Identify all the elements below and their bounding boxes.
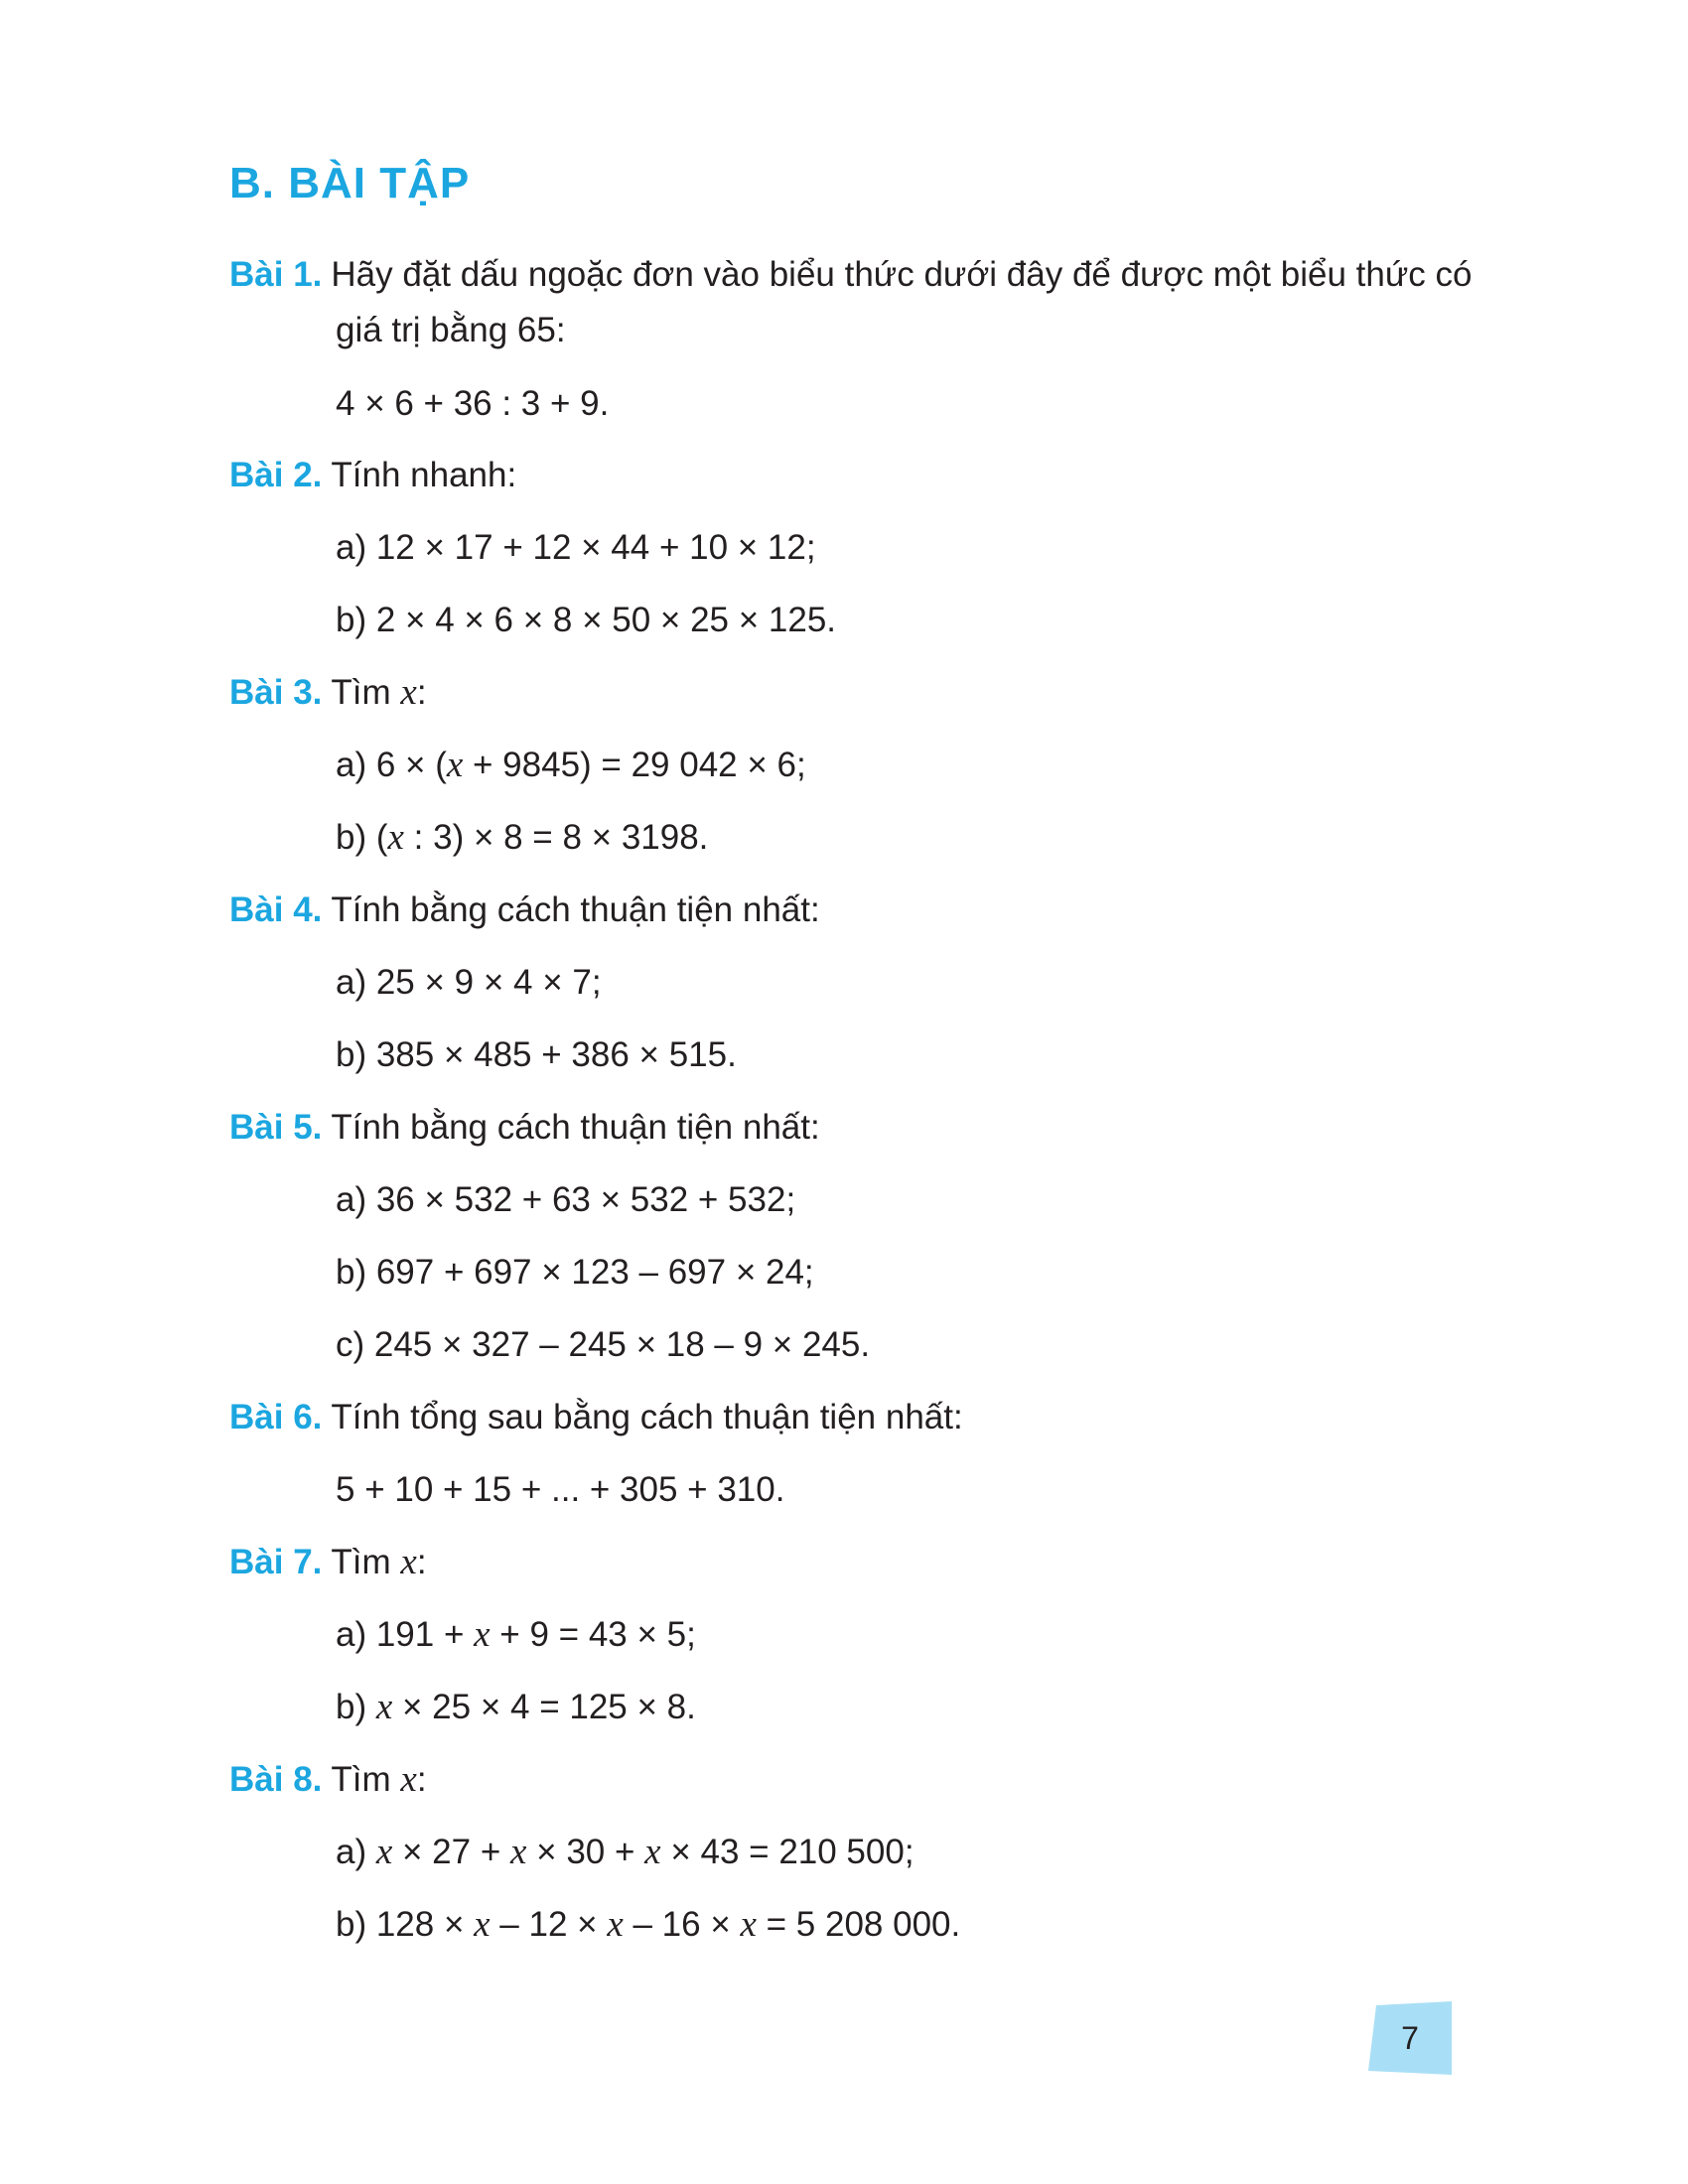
expr-part: = 5 208 000. (756, 1905, 961, 1944)
expr-part: b) 128 × (336, 1905, 475, 1944)
expr-part: a) 6 × ( (336, 746, 447, 784)
expr-part: × 30 + (526, 1833, 645, 1871)
exercise-7-label: Bài 7. (229, 1543, 323, 1581)
variable-x: x (510, 1832, 527, 1872)
exercise-5-prompt: Tính bằng cách thuận tiện nhất: (331, 1108, 820, 1147)
variable-x: x (644, 1832, 661, 1872)
exercise-5-heading (229, 1107, 820, 1149)
exercise-2-item-a: a) 12 × 17 + 12 × 44 + 10 × 12; (336, 528, 816, 567)
exercise-2-item-b: b) 2 × 4 × 6 × 8 × 50 × 25 × 125. (336, 601, 837, 639)
exercise-3-item-a (336, 745, 806, 786)
variable-x: x (740, 1904, 757, 1945)
exercise-5-item-b: b) 697 + 697 × 123 – 697 × 24; (336, 1253, 814, 1292)
exercise-3-prompt: Tìm (331, 673, 391, 712)
colon: : (416, 1760, 427, 1799)
exercise-1-prompt-continuation: giá trị bằng 65: (336, 311, 566, 349)
variable-x: x (400, 672, 417, 713)
expr-part: b) ( (336, 818, 388, 857)
variable-x: x (400, 1542, 417, 1582)
expr-part: – 16 × (623, 1905, 741, 1944)
exercise-4-prompt: Tính bằng cách thuận tiện nhất: (331, 890, 820, 929)
exercise-7-prompt: Tìm (331, 1543, 391, 1581)
exercise-5-item-c: c) 245 × 327 – 245 × 18 – 9 × 245. (336, 1325, 871, 1364)
exercise-3-label: Bài 3. (229, 673, 323, 712)
exercise-1-expression: 4 × 6 + 36 : 3 + 9. (336, 384, 610, 423)
expr-part: – 12 × (490, 1905, 608, 1944)
variable-x: x (446, 745, 464, 785)
exercise-4-item-a: a) 25 × 9 × 4 × 7; (336, 963, 602, 1002)
exercise-8-label: Bài 8. (229, 1760, 323, 1799)
exercise-6-heading (229, 1397, 963, 1438)
expr-part: + 9845) = 29 042 × 6; (463, 746, 806, 784)
exercise-4-label: Bài 4. (229, 890, 323, 929)
exercise-1-label: Bài 1. (229, 255, 323, 294)
variable-x: x (400, 1759, 417, 1800)
colon: : (416, 673, 427, 712)
variable-x: x (375, 1832, 393, 1872)
exercise-1-prompt: Hãy đặt dấu ngoặc đơn vào biểu thức dưới đây để được một biểu thức có (331, 255, 1473, 294)
page-number-tab (1368, 2001, 1452, 2075)
variable-x: x (607, 1904, 624, 1945)
expr-part: × 27 + (392, 1833, 511, 1871)
expr-part: + 9 = 43 × 5; (490, 1615, 696, 1654)
exercise-7-heading (229, 1542, 427, 1583)
exercise-2-prompt: Tính nhanh: (331, 456, 517, 494)
exercise-5-label: Bài 5. (229, 1108, 323, 1147)
exercise-4-heading (229, 889, 820, 931)
section-title: B. BÀI TẬP (229, 159, 471, 207)
variable-x: x (474, 1614, 491, 1655)
expr-part: b) (336, 1688, 376, 1726)
exercise-1-heading (229, 254, 1472, 296)
variable-x: x (387, 817, 404, 858)
expr-part: × 25 × 4 = 125 × 8. (392, 1688, 696, 1726)
exercise-5-item-a: a) 36 × 532 + 63 × 532 + 532; (336, 1180, 796, 1219)
exercise-7-item-b (336, 1687, 696, 1728)
exercise-3-heading (229, 672, 427, 714)
expr-part: a) (336, 1833, 376, 1871)
expr-part: a) 191 + (336, 1615, 475, 1654)
exercise-2-heading (229, 455, 516, 496)
exercise-3-item-b (336, 817, 708, 859)
exercise-4-item-b: b) 385 × 485 + 386 × 515. (336, 1035, 737, 1074)
exercise-8-item-b (336, 1904, 960, 1946)
exercise-8-heading (229, 1759, 427, 1801)
exercise-8-prompt: Tìm (331, 1760, 391, 1799)
exercise-6-label: Bài 6. (229, 1398, 323, 1436)
exercise-2-label: Bài 2. (229, 456, 323, 494)
exercise-6-expression: 5 + 10 + 15 + ... + 305 + 310. (336, 1470, 785, 1509)
expr-part: : 3) × 8 = 8 × 3198. (403, 818, 709, 857)
expr-part: × 43 = 210 500; (660, 1833, 914, 1871)
exercise-7-item-a (336, 1614, 696, 1656)
exercise-8-item-a (336, 1832, 914, 1873)
page-number: 7 (1401, 2020, 1419, 2056)
colon: : (416, 1543, 427, 1581)
variable-x: x (375, 1687, 393, 1727)
variable-x: x (474, 1904, 491, 1945)
exercise-6-prompt: Tính tổng sau bằng cách thuận tiện nhất: (331, 1398, 963, 1436)
